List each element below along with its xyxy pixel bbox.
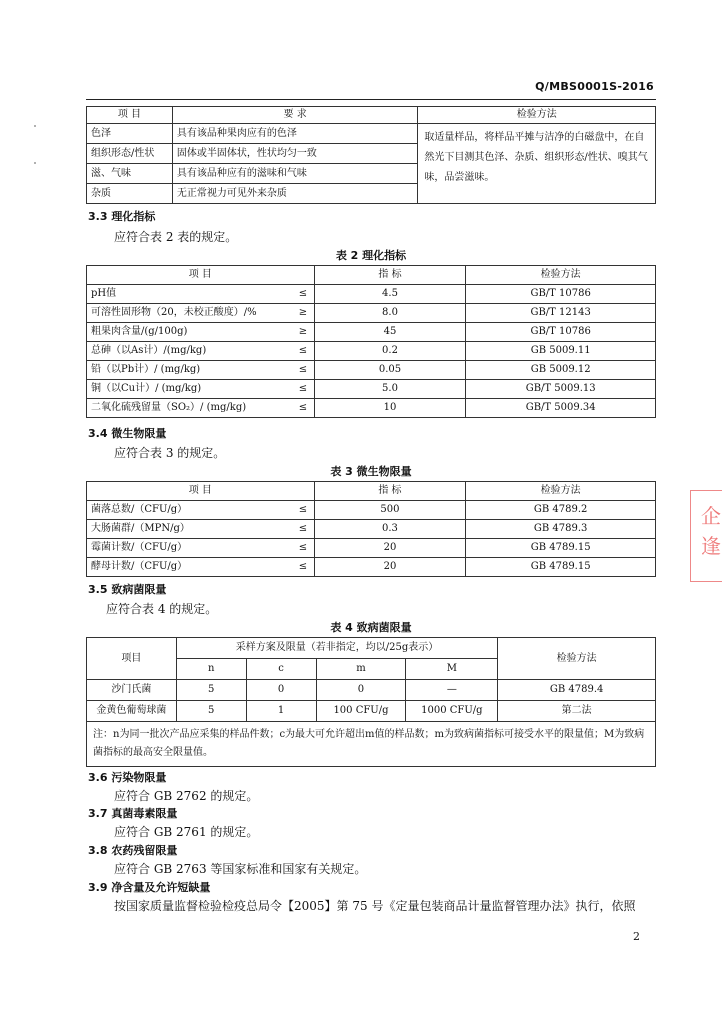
- section-3-7-text: 应符合 GB 2761 的规定。: [114, 825, 259, 839]
- table3-operator: ≤: [292, 558, 314, 577]
- table2-method: GB/T 10786: [466, 285, 656, 304]
- table-row: [87, 680, 656, 701]
- table1-requirement: 具有该品种果肉应有的色泽: [172, 124, 418, 144]
- table3-header-value: 指 标: [314, 482, 466, 501]
- section-3-5-text: 应符合表 4 的规定。: [106, 602, 218, 616]
- table-row: [87, 399, 656, 418]
- section-3-4-title: 3.4 微生物限量: [88, 427, 167, 440]
- table2-item: 铅（以Pb计）/ (mg/kg): [87, 361, 293, 380]
- table4-c: 1: [246, 701, 316, 722]
- table2-operator: ≤: [292, 361, 314, 380]
- table4-method: GB 4789.4: [498, 680, 656, 701]
- table-row: [87, 380, 656, 399]
- table4-subheader-M: M: [406, 659, 498, 680]
- section-3-8-text: 应符合 GB 2763 等国家标准和国家有关规定。: [114, 862, 367, 876]
- table3-method: GB 4789.15: [466, 539, 656, 558]
- section-3-9-text: 按国家质量监督检验检疫总局令【2005】第 75 号《定量包装商品计量监督管理办法》执行，依照: [114, 899, 636, 913]
- table2-value: 0.05: [314, 361, 466, 380]
- scan-speck: [34, 125, 36, 127]
- header-rule: [86, 99, 656, 100]
- table2-value: 8.0: [314, 304, 466, 323]
- table-row: [87, 361, 656, 380]
- table2-value: 10: [314, 399, 466, 418]
- page-number: 2: [633, 930, 640, 943]
- table3-method: GB 4789.3: [466, 520, 656, 539]
- table3-value: 20: [314, 558, 466, 577]
- table2-method: GB/T 5009.13: [466, 380, 656, 399]
- table2-method: GB 5009.12: [466, 361, 656, 380]
- table2-item: 总砷（以As计）/(mg/kg): [87, 342, 293, 361]
- table-row: [87, 304, 656, 323]
- table3-value: 20: [314, 539, 466, 558]
- table2-item: pH值: [87, 285, 293, 304]
- table2-value: 4.5: [314, 285, 466, 304]
- table2-operator: ≥: [292, 304, 314, 323]
- table4-subheader-m: m: [316, 659, 406, 680]
- table3-header-item: 项 目: [87, 482, 315, 501]
- table2-operator: ≤: [292, 285, 314, 304]
- table2-operator: ≤: [292, 342, 314, 361]
- table-row: [87, 520, 656, 539]
- table2-header-value: 指 标: [314, 266, 466, 285]
- table3-item: 菌落总数/（CFU/g）: [87, 501, 293, 520]
- table4-method: 第二法: [498, 701, 656, 722]
- section-3-4-text: 应符合表 3 的规定。: [114, 446, 226, 460]
- table1-item: 杂质: [87, 184, 173, 204]
- table4-M: —: [406, 680, 498, 701]
- table2-method: GB/T 5009.34: [466, 399, 656, 418]
- section-3-7-title: 3.7 真菌毒素限量: [88, 807, 178, 820]
- section-3-3-title: 3.3 理化指标: [88, 210, 156, 223]
- table-row: [87, 558, 656, 577]
- table2-item: 二氧化硫残留量（SO₂）/ (mg/kg): [87, 399, 293, 418]
- table-row: [87, 323, 656, 342]
- table3-method: GB 4789.2: [466, 501, 656, 520]
- table3-item: 霉菌计数/（CFU/g）: [87, 539, 293, 558]
- table3-operator: ≤: [292, 520, 314, 539]
- table4-note: 注：n为同一批次产品应采集的样品件数；c为最大可允许超出m值的样品数；m为致病菌指标可接受水平的限量值；M为致病菌指标的最高安全限量值。: [87, 722, 656, 767]
- table-row: [87, 342, 656, 361]
- table4-caption: 表 4 致病菌限量: [330, 621, 412, 634]
- scan-speck: [34, 162, 36, 164]
- table1-item: 滋、气味: [87, 164, 173, 184]
- table3-value: 500: [314, 501, 466, 520]
- table3-method: GB 4789.15: [466, 558, 656, 577]
- section-3-5-title: 3.5 致病菌限量: [88, 583, 167, 596]
- table3-item: 酵母计数/（CFU/g）: [87, 558, 293, 577]
- table3-operator: ≤: [292, 539, 314, 558]
- table2-method: GB 5009.11: [466, 342, 656, 361]
- table2-operator: ≤: [292, 399, 314, 418]
- table2-method: GB/T 12143: [466, 304, 656, 323]
- table4-header-method: 检验方法: [498, 638, 656, 680]
- table2-caption: 表 2 理化指标: [335, 249, 407, 262]
- table3-item: 大肠菌群/（MPN/g）: [87, 520, 293, 539]
- table2-item: 粗果肉含量/(g/100g): [87, 323, 293, 342]
- table3-header-method: 检验方法: [466, 482, 656, 501]
- section-3-3-text: 应符合表 2 表的规定。: [114, 230, 238, 244]
- table4-item: 沙门氏菌: [87, 680, 177, 701]
- table2-value: 5.0: [314, 380, 466, 399]
- table1-item: 色泽: [87, 124, 173, 144]
- table1-requirement: 固体或半固体状，性状均匀一致: [172, 144, 418, 164]
- table3-caption: 表 3 微生物限量: [330, 465, 412, 478]
- document-number: Q/MBS0001S-2016: [535, 80, 654, 93]
- section-3-9-title: 3.9 净含量及允许短缺量: [88, 881, 211, 894]
- table1-method: 取适量样品，将样品平摊与洁净的白磁盘中，在自然光下目测其色泽、杂质、组织形态/性状、嗅其气味，品尝滋味。: [418, 124, 656, 204]
- table1-header-item: 项 目: [87, 107, 173, 124]
- sensory-table: [86, 106, 656, 204]
- table4-header-plan: 采样方案及限量（若非指定，均以/25g表示）: [176, 638, 497, 659]
- table1-requirement: 无正常视力可见外来杂质: [172, 184, 418, 204]
- table1-item: 组织形态/性状: [87, 144, 173, 164]
- section-3-6-text: 应符合 GB 2762 的规定。: [114, 789, 259, 803]
- table-row: [87, 285, 656, 304]
- table2-method: GB/T 10786: [466, 323, 656, 342]
- physicochemical-table: [86, 265, 656, 418]
- table4-n: 5: [176, 701, 246, 722]
- pathogen-table: [86, 637, 656, 767]
- table1-requirement: 具有该品种应有的滋味和气味: [172, 164, 418, 184]
- table2-item: 可溶性固形物（20，未校正酸度）/%: [87, 304, 293, 323]
- table3-operator: ≤: [292, 501, 314, 520]
- table1-header-requirement: 要 求: [172, 107, 418, 124]
- table4-m: 100 CFU/g: [316, 701, 406, 722]
- table4-m: 0: [316, 680, 406, 701]
- table4-subheader-c: c: [246, 659, 316, 680]
- table2-item: 铜（以Cu计）/ (mg/kg): [87, 380, 293, 399]
- table2-value: 45: [314, 323, 466, 342]
- table3-value: 0.3: [314, 520, 466, 539]
- microbial-table: [86, 481, 656, 577]
- table4-n: 5: [176, 680, 246, 701]
- section-3-6-title: 3.6 污染物限量: [88, 771, 167, 784]
- seal-stamp: 企 逢: [690, 490, 722, 582]
- table4-subheader-n: n: [176, 659, 246, 680]
- table1-header-method: 检验方法: [418, 107, 656, 124]
- table2-operator: ≤: [292, 380, 314, 399]
- table2-header-item: 项 目: [87, 266, 315, 285]
- table2-header-method: 检验方法: [466, 266, 656, 285]
- table4-c: 0: [246, 680, 316, 701]
- table-row: [87, 701, 656, 722]
- section-3-8-title: 3.8 农药残留限量: [88, 844, 178, 857]
- table2-value: 0.2: [314, 342, 466, 361]
- table-row: [87, 501, 656, 520]
- table4-M: 1000 CFU/g: [406, 701, 498, 722]
- table-row: [87, 539, 656, 558]
- table2-operator: ≥: [292, 323, 314, 342]
- table4-item: 金黄色葡萄球菌: [87, 701, 177, 722]
- table4-header-item: 项目: [87, 638, 177, 680]
